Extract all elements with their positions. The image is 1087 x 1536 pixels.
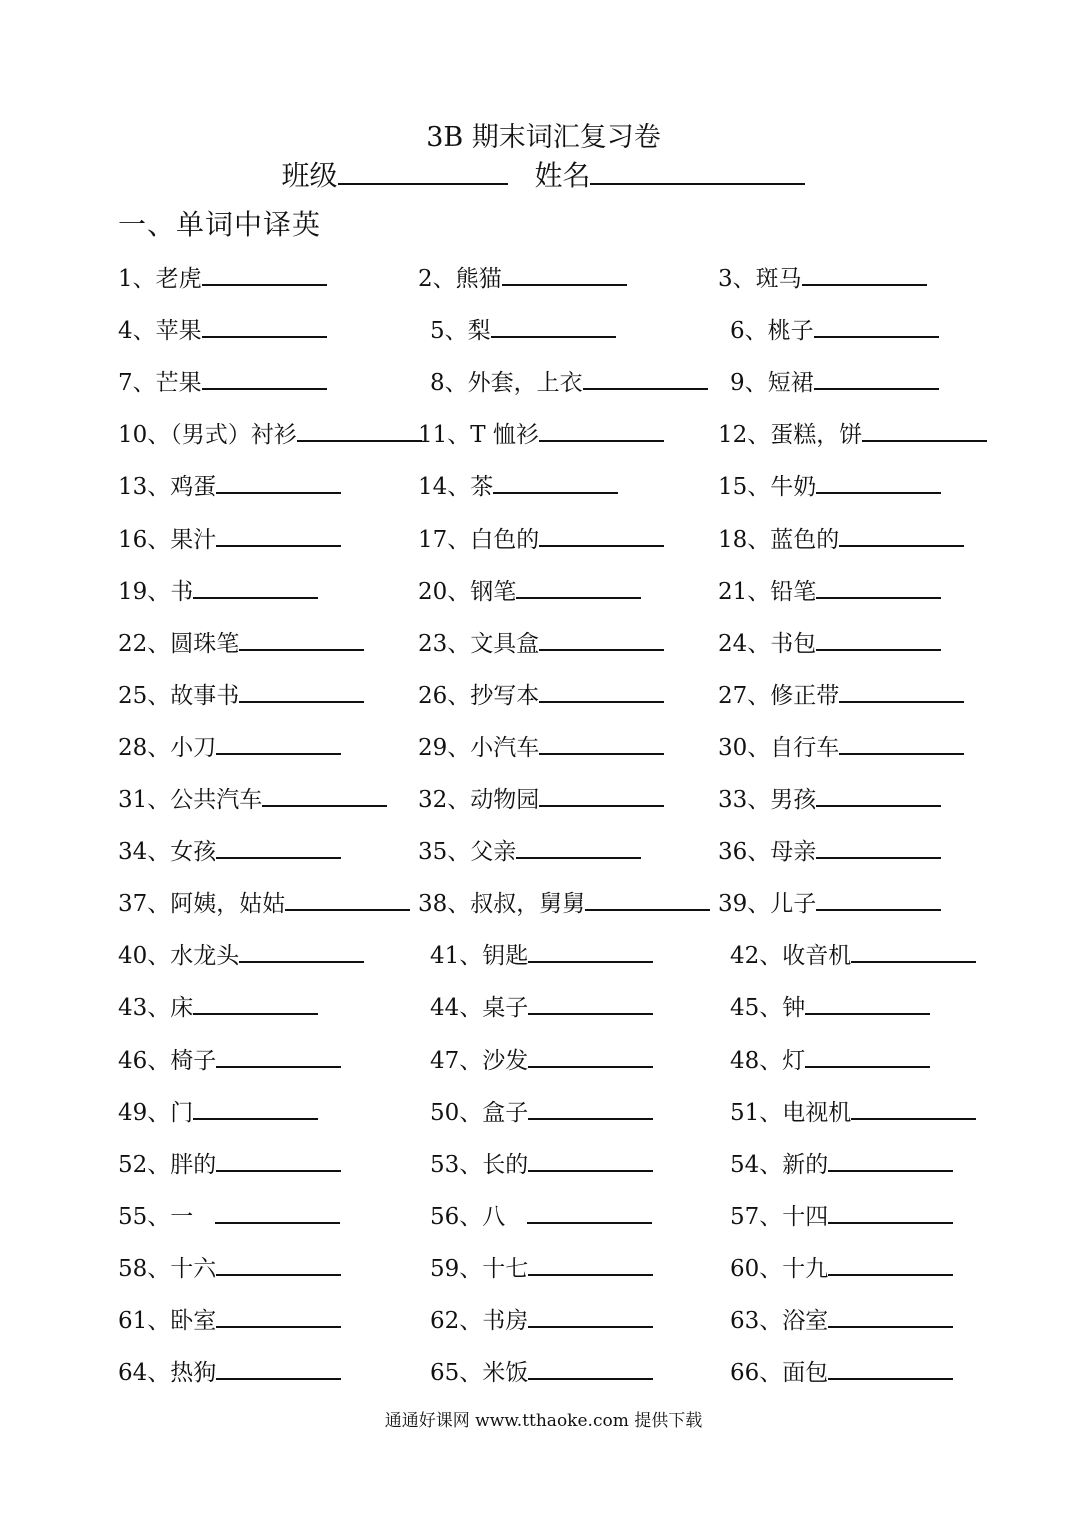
answer-blank[interactable]: [851, 937, 976, 963]
answer-blank[interactable]: [583, 364, 708, 390]
answer-blank[interactable]: [297, 416, 422, 442]
vocab-item: [430, 312, 616, 348]
vocab-item-label: 42、收音机: [730, 943, 852, 970]
answer-blank[interactable]: [202, 364, 327, 390]
vocab-item-label: 24、书包: [718, 630, 817, 657]
vocab-item: [730, 1354, 953, 1390]
answer-blank[interactable]: [262, 781, 387, 807]
vocab-item: [430, 1302, 653, 1338]
vocab-item: [118, 1094, 318, 1130]
answer-blank[interactable]: [216, 1042, 341, 1068]
vocab-item: [730, 1094, 976, 1130]
vocab-item: [730, 937, 976, 973]
answer-blank[interactable]: [216, 468, 341, 494]
answer-blank[interactable]: [193, 573, 318, 599]
vocab-item-label: 63、浴室: [730, 1308, 829, 1334]
answer-blank[interactable]: [828, 1198, 953, 1224]
vocab-item-label: 10、（男式）衬衫: [118, 422, 297, 449]
vocab-item: [418, 260, 627, 296]
answer-blank[interactable]: [539, 625, 664, 651]
answer-blank[interactable]: [851, 1094, 976, 1120]
vocab-item: [118, 1302, 341, 1338]
vocab-item-label: 57、十四: [730, 1203, 829, 1230]
vocab-item: [418, 416, 664, 452]
vocab-item-label: 39、儿子: [718, 891, 817, 918]
vocab-item-label: 61、卧室: [118, 1308, 217, 1334]
answer-blank[interactable]: [216, 1302, 341, 1328]
answer-blank[interactable]: [828, 1354, 953, 1380]
vocab-item: [430, 1198, 652, 1234]
class-label: 班级: [281, 159, 338, 192]
vocab-item: [430, 1250, 653, 1286]
vocab-item-label: 37、阿姨，姑姑: [118, 891, 286, 918]
vocab-item-label: 46、椅子: [118, 1047, 217, 1074]
answer-blank[interactable]: [816, 625, 941, 651]
answer-blank[interactable]: [528, 1302, 653, 1328]
vocab-item: [118, 1250, 341, 1286]
vocab-item: [718, 833, 941, 869]
vocab-item-label: 18、蓝色的: [718, 526, 840, 553]
vocab-item: [118, 468, 341, 504]
answer-blank[interactable]: [539, 677, 664, 703]
vocab-item: [430, 1094, 653, 1130]
vocab-item-label: 8、外套，上衣: [430, 370, 583, 397]
answer-blank[interactable]: [528, 1094, 653, 1120]
vocab-item: [730, 1250, 953, 1286]
vocab-item-label: 35、父亲: [418, 839, 517, 866]
answer-blank[interactable]: [814, 312, 939, 338]
vocab-item-label: 19、书: [118, 578, 194, 605]
vocab-item-label: 48、灯: [730, 1047, 806, 1074]
page-footer: 通通好课网 www.tthaoke.com 提供下载: [384, 1411, 703, 1431]
vocab-item-label: 21、铅笔: [718, 578, 817, 605]
vocab-item: [118, 1042, 341, 1078]
page-title: 3B 期末词汇复习卷: [426, 122, 661, 153]
answer-blank[interactable]: [493, 468, 618, 494]
answer-blank[interactable]: [816, 885, 941, 911]
vocab-item: [418, 468, 618, 504]
vocab-item-label: 32、动物园: [418, 787, 540, 813]
answer-blank[interactable]: [528, 1354, 653, 1380]
answer-blank[interactable]: [805, 989, 930, 1015]
answer-blank[interactable]: [527, 1198, 652, 1224]
answer-blank[interactable]: [193, 1094, 318, 1120]
vocab-item-label: 13、鸡蛋: [118, 474, 217, 501]
vocab-item: [718, 416, 987, 452]
vocab-item: [730, 312, 939, 348]
vocab-item-label: 29、小汽车: [418, 734, 540, 761]
vocab-item: [118, 937, 364, 973]
answer-blank[interactable]: [828, 1302, 953, 1328]
vocab-item: [118, 1198, 340, 1234]
vocab-item-label: 49、门: [118, 1099, 194, 1126]
answer-blank[interactable]: [216, 729, 341, 755]
vocab-item-label: 43、床: [118, 995, 194, 1022]
vocab-item: [718, 885, 941, 921]
answer-blank[interactable]: [585, 885, 710, 911]
vocab-item: [430, 1146, 653, 1182]
vocab-item-label: 15、牛奶: [718, 474, 817, 501]
answer-blank[interactable]: [539, 521, 664, 547]
answer-blank[interactable]: [516, 833, 641, 859]
vocab-item-label: 25、故事书: [118, 682, 240, 709]
vocab-item-label: 27、修正带: [718, 682, 840, 709]
vocab-item-label: 41、钥匙: [430, 943, 529, 970]
answer-blank[interactable]: [528, 989, 653, 1015]
vocab-item: [418, 885, 710, 921]
vocab-item-label: 50、盒子: [430, 1099, 529, 1126]
vocab-item-label: 36、母亲: [718, 839, 817, 866]
vocab-item-label: 31、公共汽车: [118, 787, 263, 813]
vocab-item: [118, 1354, 341, 1390]
vocab-item: [730, 364, 939, 400]
vocab-item: [718, 729, 964, 765]
answer-blank[interactable]: [216, 833, 341, 859]
vocab-item-label: 11、T 恤衫: [418, 422, 539, 449]
answer-blank[interactable]: [239, 625, 364, 651]
vocab-item: [118, 312, 327, 348]
answer-blank[interactable]: [215, 1198, 340, 1224]
vocab-item: [730, 1042, 930, 1078]
answer-blank[interactable]: [285, 885, 410, 911]
vocab-item-label: 52、胖的: [118, 1151, 217, 1178]
answer-blank[interactable]: [816, 781, 941, 807]
answer-blank[interactable]: [862, 416, 987, 442]
answer-blank[interactable]: [239, 677, 364, 703]
vocab-item-label: 2、熊猫: [418, 266, 502, 292]
answer-blank[interactable]: [802, 260, 927, 286]
vocab-item-label: 16、果汁: [118, 526, 217, 553]
vocab-item: [430, 364, 708, 400]
vocab-item-label: 38、叔叔，舅舅: [418, 891, 586, 918]
vocab-item-label: 22、圆珠笔: [118, 630, 240, 657]
answer-blank[interactable]: [816, 573, 941, 599]
vocab-item: [118, 781, 387, 817]
vocab-item: [118, 1146, 341, 1182]
vocab-item: [718, 260, 927, 296]
vocab-item-label: 14、茶: [418, 474, 494, 501]
vocab-item: [430, 1042, 653, 1078]
vocab-item-label: 33、男孩: [718, 787, 817, 813]
vocab-item-label: 34、女孩: [118, 839, 217, 866]
answer-blank[interactable]: [539, 729, 664, 755]
vocab-item: [730, 1146, 953, 1182]
vocab-item-label: 20、钢笔: [418, 578, 517, 605]
vocab-item: [118, 573, 318, 609]
answer-blank[interactable]: [239, 937, 364, 963]
answer-blank[interactable]: [839, 521, 964, 547]
vocab-item: [118, 521, 341, 557]
vocab-item: [730, 1302, 953, 1338]
vocab-item-label: 66、面包: [730, 1360, 829, 1387]
answer-blank[interactable]: [839, 677, 964, 703]
answer-blank[interactable]: [816, 468, 941, 494]
vocab-item: [118, 989, 318, 1025]
vocab-item: [718, 573, 941, 609]
vocab-item-label: 45、钟: [730, 995, 806, 1022]
vocab-item: [418, 521, 664, 557]
vocab-item: [118, 833, 341, 869]
vocab-item: [430, 989, 653, 1025]
vocab-item-label: 5、梨: [430, 318, 491, 345]
vocab-item-label: 60、十九: [730, 1255, 829, 1282]
vocab-item: [418, 781, 664, 817]
answer-blank[interactable]: [814, 364, 939, 390]
answer-blank[interactable]: [216, 1146, 341, 1172]
vocab-item-label: 56、八: [430, 1203, 506, 1230]
vocab-item-label: 47、沙发: [430, 1047, 529, 1074]
answer-blank[interactable]: [839, 729, 964, 755]
vocab-item-label: 30、自行车: [718, 734, 840, 761]
vocab-item: [718, 677, 964, 713]
vocab-item: [718, 781, 941, 817]
vocab-item-label: 65、米饭: [430, 1360, 529, 1387]
answer-blank[interactable]: [816, 833, 941, 859]
vocab-item: [118, 729, 341, 765]
vocab-item: [718, 468, 941, 504]
vocab-item-label: 40、水龙头: [118, 943, 240, 970]
vocab-item: [430, 1354, 653, 1390]
name-label: 姓名: [534, 159, 591, 192]
vocab-item-label: 62、书房: [430, 1308, 529, 1334]
vocab-item-label: 44、桌子: [430, 995, 529, 1022]
vocab-item-label: 54、新的: [730, 1151, 829, 1178]
answer-blank[interactable]: [528, 1250, 653, 1276]
vocab-item-label: 26、抄写本: [418, 682, 540, 709]
answer-blank[interactable]: [516, 573, 641, 599]
vocab-item: [730, 1198, 953, 1234]
answer-blank[interactable]: [828, 1146, 953, 1172]
answer-blank[interactable]: [216, 521, 341, 547]
vocab-item: [418, 625, 664, 661]
answer-blank[interactable]: [528, 937, 653, 963]
answer-blank[interactable]: [216, 1250, 341, 1276]
vocab-item: [430, 937, 653, 973]
answer-blank[interactable]: [539, 781, 664, 807]
vocab-item-label: 3、斑马: [718, 266, 802, 292]
vocab-item: [118, 260, 327, 296]
answer-blank[interactable]: [202, 260, 327, 286]
vocab-item-label: 59、十七: [430, 1255, 529, 1282]
answer-blank[interactable]: [528, 1146, 653, 1172]
vocab-item: [718, 625, 941, 661]
vocab-item: [118, 677, 364, 713]
vocab-item-label: 51、电视机: [730, 1099, 852, 1126]
answer-blank[interactable]: [502, 260, 627, 286]
vocab-item-label: 4、苹果: [118, 318, 202, 345]
answer-blank[interactable]: [539, 416, 664, 442]
vocab-item: [118, 885, 410, 921]
vocab-item: [118, 625, 364, 661]
answer-blank[interactable]: [528, 1042, 653, 1068]
vocab-item-label: 23、文具盒: [418, 630, 540, 657]
vocab-item-label: 9、短裙: [730, 370, 814, 397]
vocab-item: [718, 521, 964, 557]
answer-blank[interactable]: [491, 312, 616, 338]
vocab-item-label: 53、长的: [430, 1151, 529, 1178]
answer-blank[interactable]: [216, 1354, 341, 1380]
vocab-item-label: 28、小刀: [118, 734, 217, 761]
vocab-item: [418, 573, 641, 609]
vocab-item: [418, 833, 641, 869]
vocab-item-label: 17、白色的: [418, 526, 540, 553]
vocab-item-label: 58、十六: [118, 1255, 217, 1282]
vocab-item-label: 6、桃子: [730, 318, 814, 345]
vocab-item-label: 55、一: [118, 1203, 194, 1230]
vocab-item: [118, 416, 422, 452]
vocab-item: [418, 677, 664, 713]
answer-blank[interactable]: [202, 312, 327, 338]
answer-blank[interactable]: [805, 1042, 930, 1068]
vocab-item-label: 7、芒果: [118, 370, 202, 397]
vocab-item: [730, 989, 930, 1025]
vocab-item: [418, 729, 664, 765]
section-title: 一、单词中译英: [118, 208, 322, 241]
vocab-item: [118, 364, 327, 400]
vocab-item-label: 1、老虎: [118, 266, 202, 292]
answer-blank[interactable]: [828, 1250, 953, 1276]
answer-blank[interactable]: [193, 989, 318, 1015]
vocab-item-label: 12、蛋糕，饼: [718, 422, 863, 449]
vocab-item-label: 64、热狗: [118, 1360, 217, 1387]
